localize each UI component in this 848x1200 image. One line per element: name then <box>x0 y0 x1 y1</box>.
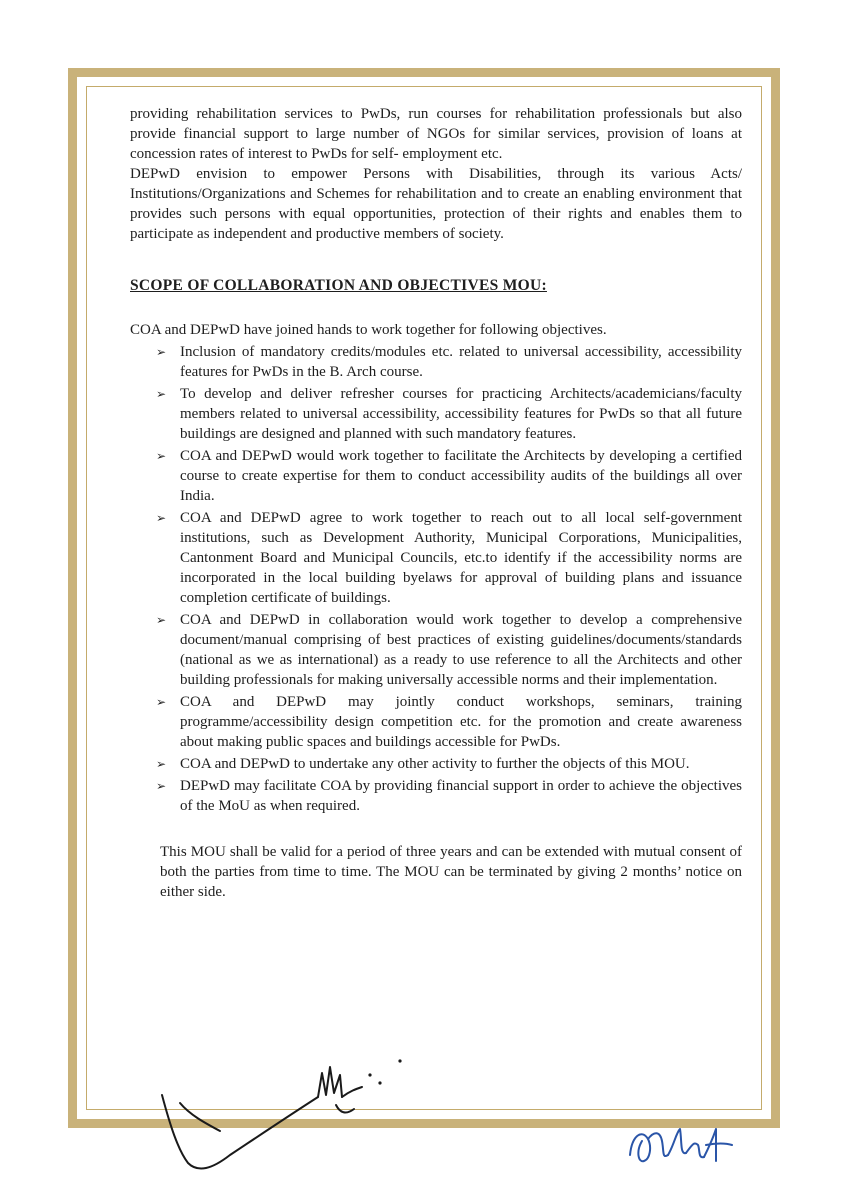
objective-item <box>130 508 742 608</box>
objective-text: COA and DEPwD in collaboration would work together to develop a comprehensive document/manual comprising of best practices of existing guidelines/documents/standards (national as we as international) as a ready to use reference to all the Architects and other building professionals for making universally accessible norms and their implementation. <box>180 612 742 688</box>
objective-item <box>130 342 742 382</box>
arrow-bullet-icon: ➢ <box>156 757 167 771</box>
arrow-bullet-icon: ➢ <box>156 387 167 401</box>
objective-item <box>130 754 742 774</box>
arrow-bullet-icon: ➢ <box>156 779 167 793</box>
right-signature <box>620 1115 740 1175</box>
left-signature <box>150 1045 410 1180</box>
objectives-intro: COA and DEPwD have joined hands to work together for following objectives. <box>130 322 607 338</box>
objective-text: To develop and deliver refresher courses for practicing Architects/academicians/faculty members related to universal accessibility, accessibility features for PwDs so that all future buildings are designed and planned with such mandatory features. <box>180 386 742 442</box>
objective-item <box>130 776 742 816</box>
arrow-bullet-icon: ➢ <box>156 511 167 525</box>
objective-item <box>130 446 742 506</box>
objective-item <box>130 384 742 444</box>
arrow-bullet-icon: ➢ <box>156 449 167 463</box>
objective-text: DEPwD may facilitate COA by providing financial support in order to achieve the objectives of the MoU as when required. <box>180 778 742 814</box>
paragraph-rehabilitation: providing rehabilitation services to PwDs, run courses for rehabilitation professionals but also provide financial support to large number of NGOs for similar services, provision of loans at concession rates of interest to PwDs for self- employment etc. <box>130 106 742 162</box>
arrow-bullet-icon: ➢ <box>156 695 167 709</box>
paragraph-depwd-vision: DEPwD envision to empower Persons with Disabilities, through its various Acts/ Institutions/Organizations and Schemes for rehabilitation and to create an enabling environment that provides such persons with equal opportunities, protection of their rights and enables them to participate as independent and productive members of society. <box>130 166 742 242</box>
section-heading: SCOPE OF COLLABORATION AND OBJECTIVES MOU: <box>130 277 547 294</box>
objective-text: COA and DEPwD would work together to facilitate the Architects by developing a certified course to create expertise for them to conduct accessibility audits of the buildings all over India. <box>180 448 742 504</box>
objective-item <box>130 610 742 690</box>
objective-item <box>130 692 742 752</box>
objective-text: COA and DEPwD may jointly conduct workshops, seminars, training programme/accessibility design competition etc. for the promotion and create awareness about making public spaces and buildings accessible for PwDs. <box>180 694 742 750</box>
objectives-list <box>130 342 742 816</box>
objective-text: COA and DEPwD agree to work together to reach out to all local self-government institutions, such as Development Authority, Municipal Corporations, Municipalities, Cantonment Board and Municipal Councils, etc.to identify if the accessibility norms are incorporated in the local building byelaws for approval of building plans and issuance completion certificate of buildings. <box>180 510 742 606</box>
document-body <box>130 104 742 902</box>
objective-text: Inclusion of mandatory credits/modules etc. related to universal accessibility, accessibility features for PwDs in the B. Arch course. <box>180 344 742 380</box>
arrow-bullet-icon: ➢ <box>156 613 167 627</box>
arrow-bullet-icon: ➢ <box>156 345 167 359</box>
objective-text: COA and DEPwD to undertake any other activity to further the objects of this MOU. <box>180 756 690 772</box>
validity-paragraph: This MOU shall be valid for a period of three years and can be extended with mutual consent of both the parties from time to time. The MOU can be terminated by giving 2 months’ notice on either side. <box>160 844 742 900</box>
